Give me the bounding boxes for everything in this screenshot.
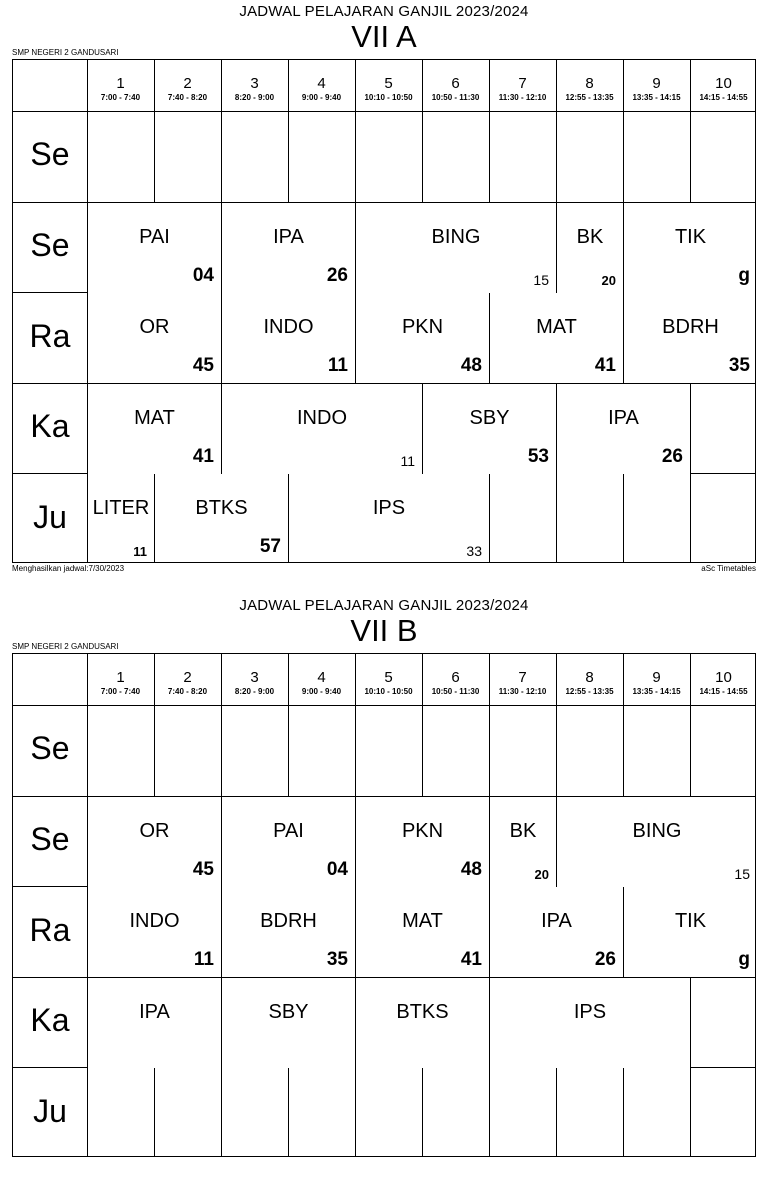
period-number: 3 — [250, 669, 259, 686]
period-number: 7 — [518, 75, 527, 92]
lesson-cell — [88, 203, 221, 293]
period-time: 12:55 - 13:35 — [565, 93, 614, 102]
day-label: Se — [30, 730, 70, 766]
class-name: VII B — [350, 613, 418, 648]
period-header — [288, 669, 355, 697]
lesson-subject: BDRH — [662, 316, 719, 338]
day-label: Ra — [29, 912, 71, 948]
lesson-subject: OR — [139, 316, 170, 338]
period-time: 7:40 - 8:20 — [167, 93, 208, 102]
lesson-cell — [557, 203, 623, 293]
period-number: 7 — [518, 669, 527, 686]
lesson-room: 11 — [327, 355, 348, 376]
lesson-cell — [356, 978, 489, 1068]
lesson-room: 45 — [192, 355, 214, 376]
period-number: 8 — [585, 669, 594, 686]
period-time: 10:10 - 10:50 — [364, 93, 413, 102]
grid-row-line — [13, 111, 756, 112]
period-time: 9:00 - 9:40 — [301, 687, 342, 696]
period-time: 13:35 - 14:15 — [632, 93, 681, 102]
lesson-room: 48 — [460, 859, 482, 880]
period-number: 9 — [652, 75, 661, 92]
lesson-cell — [88, 384, 221, 474]
period-header — [154, 75, 221, 103]
lesson-room: g — [738, 265, 750, 286]
period-number: 3 — [250, 75, 259, 92]
period-header — [556, 75, 623, 103]
lesson-cell — [490, 887, 623, 977]
period-time: 8:20 - 9:00 — [234, 93, 275, 102]
period-header — [422, 75, 489, 103]
lesson-cell — [356, 797, 489, 887]
lesson-room: 45 — [192, 859, 214, 880]
lesson-cell — [88, 293, 221, 383]
period-number: 4 — [317, 75, 326, 92]
period-time: 8:20 - 9:00 — [234, 687, 275, 696]
lesson-room: 15 — [533, 272, 549, 288]
lesson-cell — [222, 887, 355, 977]
lesson-room: 04 — [192, 265, 214, 286]
lesson-room: 04 — [326, 859, 348, 880]
period-header — [355, 669, 422, 697]
lesson-subject: INDO — [297, 407, 347, 429]
period-time: 9:00 - 9:40 — [301, 93, 342, 102]
period-number: 10 — [715, 669, 732, 686]
lesson-room: 53 — [527, 446, 549, 467]
period-header — [623, 669, 690, 697]
period-header — [556, 669, 623, 697]
lesson-cell — [490, 293, 623, 383]
lesson-cell — [356, 203, 556, 293]
lesson-cell — [490, 978, 690, 1068]
lesson-cell — [624, 203, 756, 293]
period-header — [221, 669, 288, 697]
period-number: 2 — [183, 75, 192, 92]
lesson-cell — [222, 797, 355, 887]
lesson-room: 11 — [400, 453, 415, 469]
lesson-subject: TIK — [674, 226, 707, 248]
lesson-cell — [557, 384, 690, 474]
lesson-room: 41 — [594, 355, 616, 376]
lesson-subject: IPA — [139, 1001, 170, 1023]
period-time: 10:10 - 10:50 — [364, 687, 413, 696]
lesson-cell — [423, 384, 556, 474]
timetable-grid — [12, 59, 756, 563]
lesson-cell — [557, 797, 756, 887]
period-header — [422, 669, 489, 697]
lesson-subject: BK — [509, 820, 537, 842]
lesson-cell — [289, 474, 489, 563]
lesson-subject: MAT — [402, 910, 443, 932]
lesson-subject: TIK — [674, 910, 707, 932]
lesson-subject: BK — [576, 226, 604, 248]
lesson-cell — [222, 978, 355, 1068]
period-time: 10:50 - 11:30 — [431, 93, 480, 102]
period-time: 10:50 - 11:30 — [431, 687, 480, 696]
timetable-page-vii-b — [0, 594, 768, 1188]
period-number: 2 — [183, 669, 192, 686]
period-time: 12:55 - 13:35 — [565, 687, 614, 696]
lesson-subject: PAI — [273, 820, 304, 842]
lesson-cell — [356, 293, 489, 383]
lesson-subject: BDRH — [260, 910, 317, 932]
lesson-subject: INDO — [129, 910, 180, 932]
generated-date: Menghasilkan jadwal:7/30/2023 — [12, 564, 125, 573]
software-credit: aSc Timetables — [701, 564, 756, 573]
lesson-subject: IPS — [372, 497, 406, 519]
lesson-subject: LITER — [92, 497, 150, 519]
lesson-room: g — [738, 949, 750, 970]
lesson-subject: BTKS — [396, 1001, 449, 1023]
period-number: 6 — [451, 669, 460, 686]
lesson-room: 35 — [728, 355, 750, 376]
period-number: 9 — [652, 669, 661, 686]
period-header — [690, 669, 756, 697]
period-number: 6 — [451, 75, 460, 92]
lesson-subject: PKN — [401, 316, 444, 338]
day-label: Ka — [30, 1002, 70, 1038]
lesson-cell — [490, 797, 556, 887]
period-number: 8 — [585, 75, 594, 92]
period-header — [690, 75, 756, 103]
period-header — [288, 75, 355, 103]
lesson-cell — [88, 474, 154, 563]
period-header — [154, 669, 221, 697]
lesson-room: 35 — [326, 949, 348, 970]
lesson-subject: MAT — [134, 407, 175, 429]
day-label: Ka — [30, 408, 70, 444]
day-label: Se — [30, 227, 70, 263]
period-time: 7:00 - 7:40 — [100, 93, 141, 102]
class-name: VII A — [351, 19, 417, 54]
lesson-subject: PKN — [401, 820, 444, 842]
period-number: 5 — [384, 75, 393, 92]
lesson-subject: IPA — [608, 407, 639, 429]
lesson-subject: INDO — [263, 316, 314, 338]
grid-row-line — [13, 705, 756, 706]
lesson-subject: IPS — [573, 1001, 607, 1023]
period-time: 7:00 - 7:40 — [100, 687, 141, 696]
lesson-room: 57 — [259, 536, 281, 557]
period-header — [87, 669, 154, 697]
lesson-room: 33 — [466, 543, 482, 559]
lesson-subject: BING — [431, 226, 481, 248]
lesson-subject: SBY — [469, 407, 510, 429]
period-number: 5 — [384, 669, 393, 686]
period-number: 1 — [116, 669, 125, 686]
lesson-cell — [88, 797, 221, 887]
period-time: 11:30 - 12:10 — [498, 687, 547, 696]
period-number: 4 — [317, 669, 326, 686]
day-label: Ju — [33, 499, 67, 535]
period-header — [489, 75, 556, 103]
lesson-cell — [222, 293, 355, 383]
lesson-room: 41 — [192, 446, 214, 467]
period-header — [221, 75, 288, 103]
period-number: 10 — [715, 75, 732, 92]
timetable-grid — [12, 653, 756, 1157]
lesson-cell — [88, 887, 221, 977]
lesson-subject: IPA — [273, 226, 304, 248]
day-label: Se — [30, 136, 70, 172]
day-label: Ra — [29, 318, 71, 354]
lesson-room: 26 — [661, 446, 683, 467]
period-time: 11:30 - 12:10 — [498, 93, 547, 102]
lesson-subject: BING — [632, 820, 682, 842]
lesson-subject: OR — [139, 820, 170, 842]
lesson-subject: BTKS — [195, 497, 248, 519]
lesson-room: 26 — [326, 265, 348, 286]
lesson-cell — [222, 203, 355, 293]
lesson-subject: PAI — [139, 226, 170, 248]
day-label: Se — [30, 821, 70, 857]
lesson-cell — [155, 474, 288, 563]
period-time: 14:15 - 14:55 — [699, 687, 748, 696]
period-number: 1 — [116, 75, 125, 92]
period-header — [87, 75, 154, 103]
lesson-room: 26 — [594, 949, 616, 970]
school-name: SMP NEGERI 2 GANDUSARI — [12, 48, 119, 57]
lesson-room: 20 — [601, 273, 616, 288]
period-time: 7:40 - 8:20 — [167, 687, 208, 696]
lesson-cell — [624, 887, 756, 977]
period-header — [489, 669, 556, 697]
school-name: SMP NEGERI 2 GANDUSARI — [12, 642, 119, 651]
lesson-room: 41 — [460, 949, 482, 970]
period-time: 14:15 - 14:55 — [699, 93, 748, 102]
lesson-subject: MAT — [536, 316, 577, 338]
period-time: 13:35 - 14:15 — [632, 687, 681, 696]
lesson-cell — [624, 293, 756, 383]
lesson-room: 11 — [133, 544, 147, 559]
period-header — [355, 75, 422, 103]
lesson-room: 48 — [460, 355, 482, 376]
timetable-title: JADWAL PELAJARAN GANJIL 2023/2024 — [239, 597, 529, 614]
lesson-cell — [88, 978, 221, 1068]
lesson-room: 11 — [193, 949, 214, 970]
lesson-cell — [356, 887, 489, 977]
lesson-subject: IPA — [541, 910, 572, 932]
period-header — [623, 75, 690, 103]
timetable-title: JADWAL PELAJARAN GANJIL 2023/2024 — [239, 3, 529, 20]
lesson-room: 20 — [534, 867, 549, 882]
lesson-room: 15 — [734, 866, 750, 882]
day-label: Ju — [33, 1093, 67, 1129]
lesson-subject: SBY — [268, 1001, 309, 1023]
lesson-cell — [222, 384, 422, 474]
